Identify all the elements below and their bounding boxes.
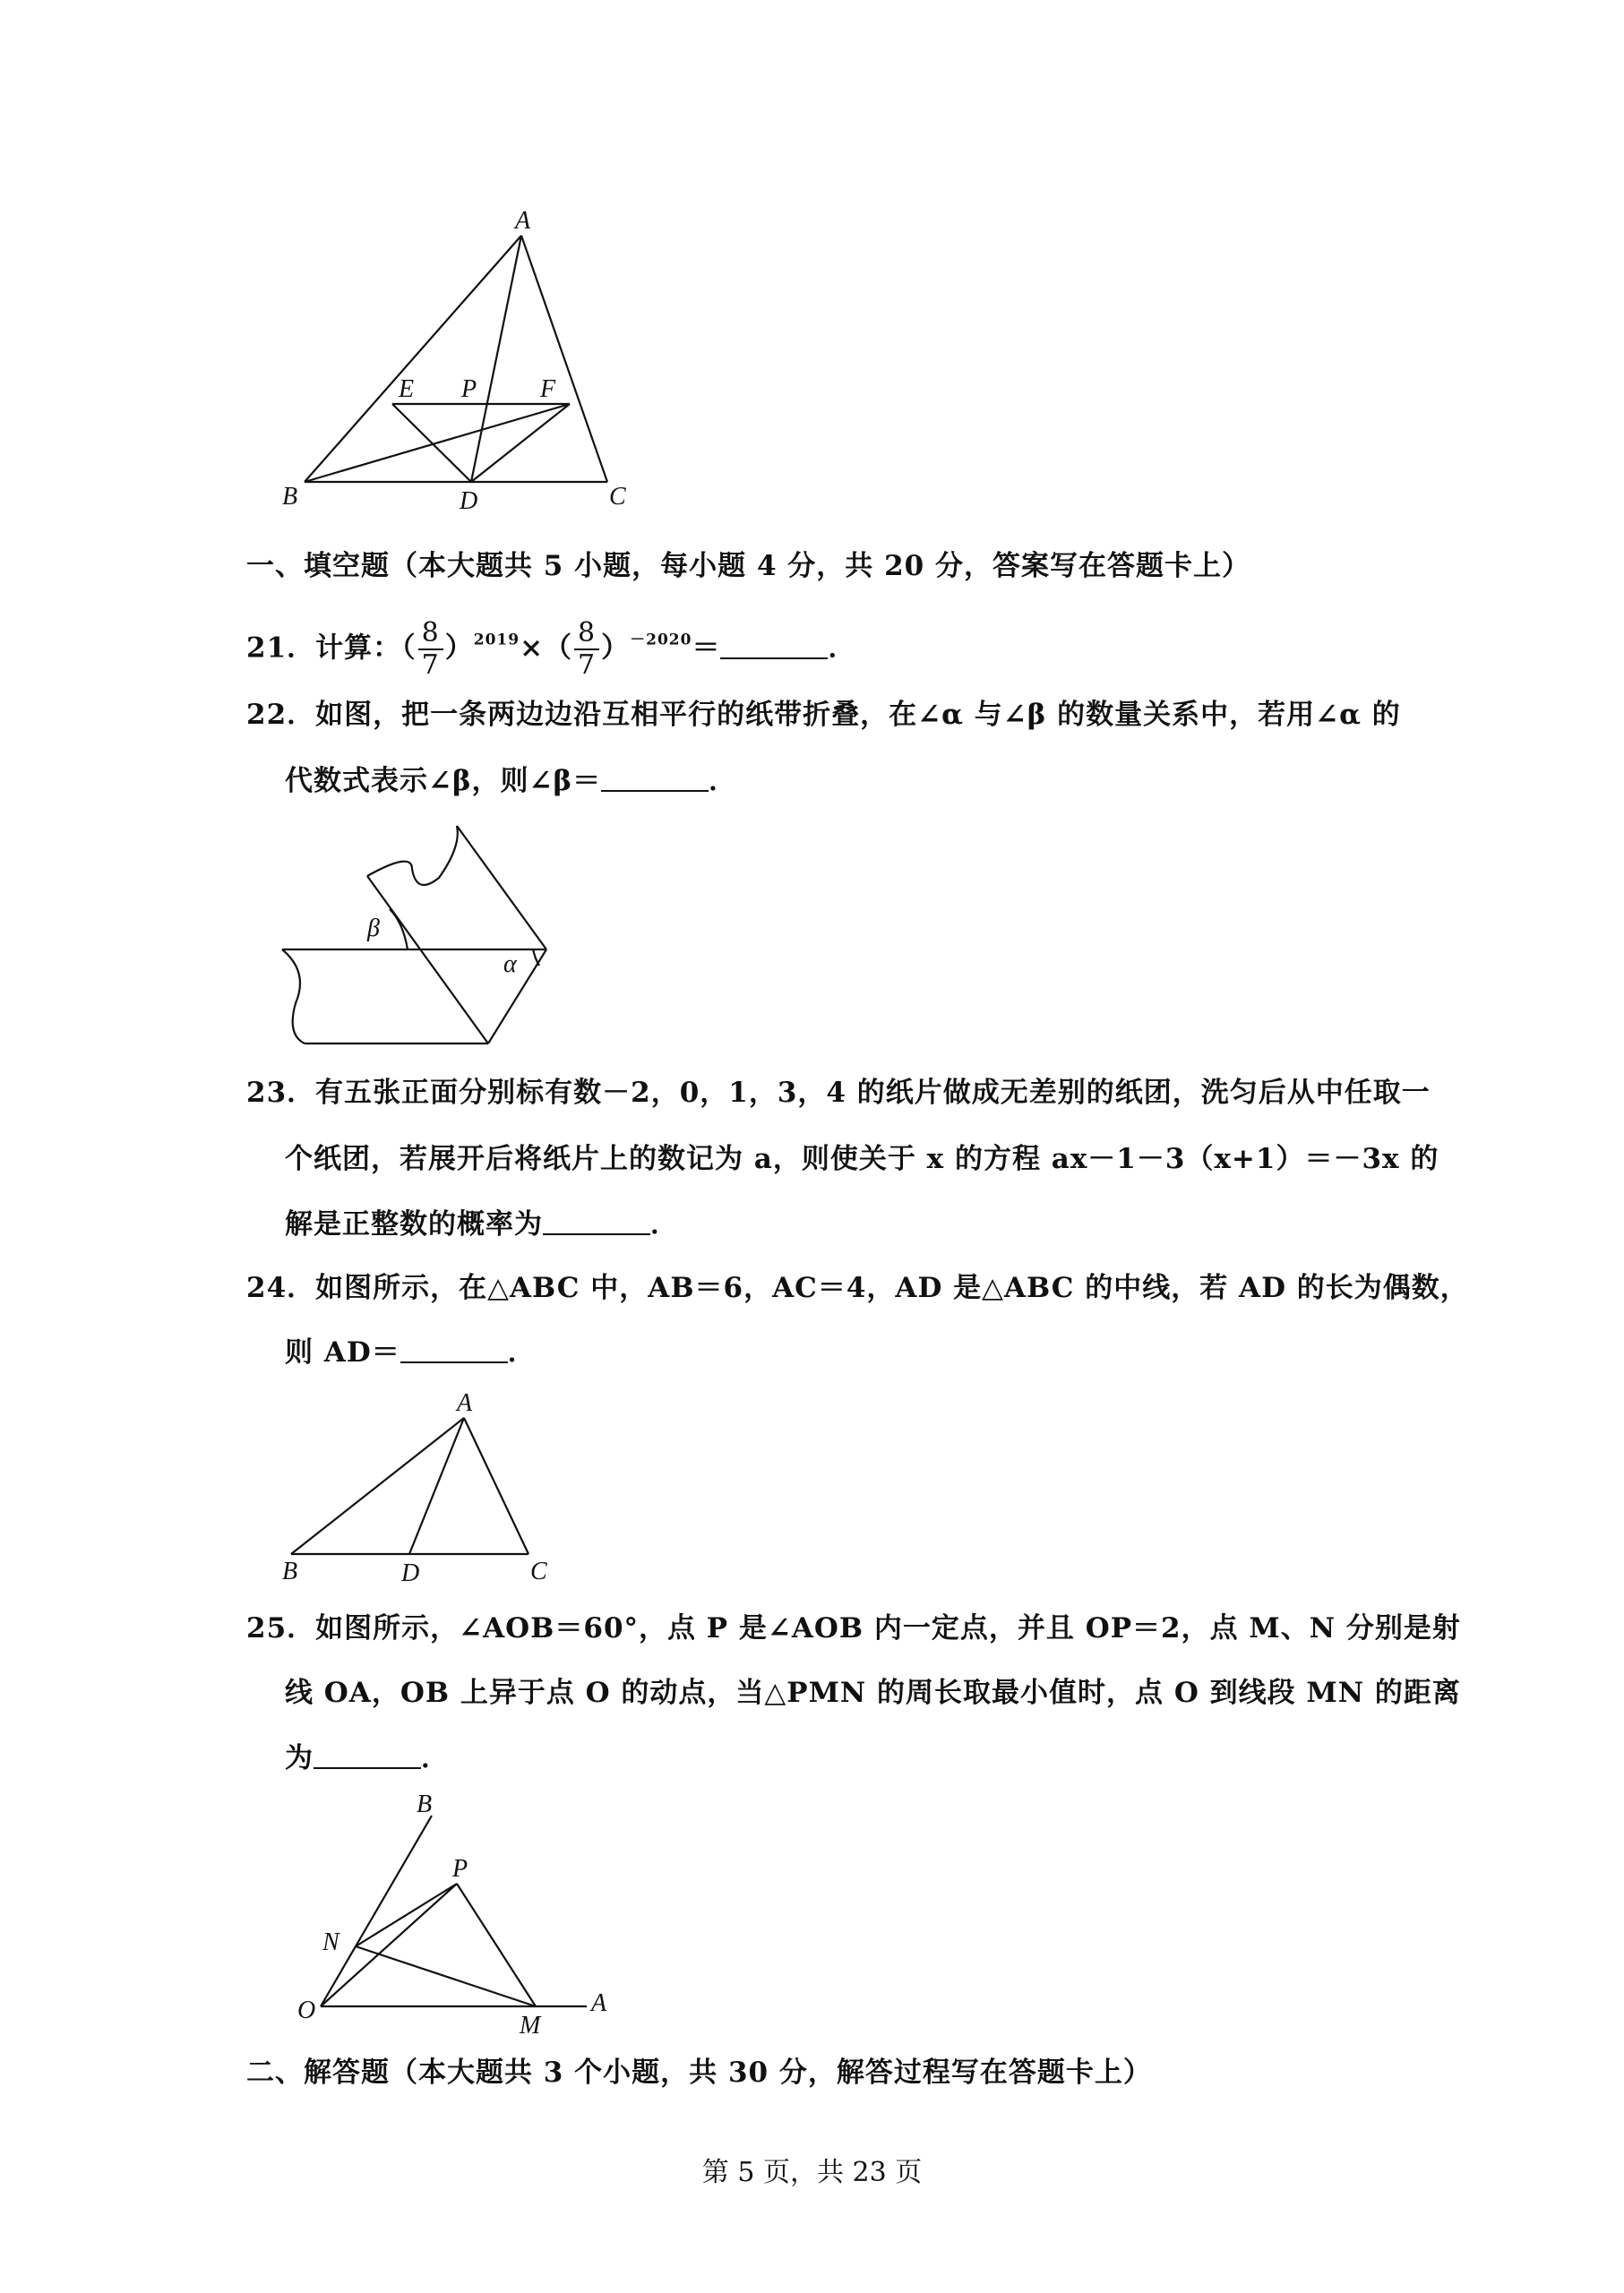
q21-answer-blank — [720, 632, 828, 659]
figure-triangle-median — [269, 1384, 573, 1590]
label-b: B — [282, 1558, 298, 1585]
label-d: D — [401, 1559, 420, 1587]
q25-answer-blank — [314, 1742, 421, 1769]
label-alpha: α — [503, 950, 517, 978]
q22-line2 — [285, 763, 737, 799]
label-b: B — [417, 1791, 433, 1818]
figure-paper-strip — [269, 815, 573, 1057]
q21-fraction-2: $\frac{8}{7}$ — [574, 618, 599, 681]
label-c: C — [530, 1558, 547, 1585]
q21-number: 21． — [246, 631, 316, 665]
page-footer: 第 5 页，共 23 页 — [701, 2157, 923, 2188]
label-p: P — [452, 1855, 468, 1883]
q21-fraction-1: $\frac{8}{7}$ — [418, 618, 443, 681]
label-beta: β — [367, 915, 380, 942]
question-21: 21．计算：（ $\frac{8}{7}$ ）$^{2019}$×（ $\frac{8}{7}$ ）$^{-2020}$＝ ． — [246, 617, 857, 681]
label-b: B — [282, 483, 298, 511]
q25-text: 为 — [285, 1742, 314, 1774]
q21-period: ． — [828, 631, 857, 665]
label-o: O — [297, 1997, 316, 2024]
label-d: D — [460, 487, 478, 515]
section1-heading: 一、填空题（本大题共 5 小题，每小题 4 分，共 20 分，答案写在答题卡上） — [246, 550, 1251, 582]
label-m: M — [520, 2012, 541, 2040]
q22-line1: 22．如图，把一条两边边沿互相平行的纸带折叠，在∠α 与∠β 的数量关系中，若用∠α 的 — [246, 699, 1401, 731]
q21-label: 计算： — [315, 631, 402, 665]
section2-heading: 二、解答题（本大题共 3 个小题，共 30 分，解答过程写在答题卡上） — [246, 2057, 1152, 2089]
label-n: N — [322, 1928, 339, 1956]
q25-line1: 25．如图所示，∠AOB＝60°，点 P 是∠AOB 内一定点，并且 OP＝2，点 M、N 分别是射 — [246, 1612, 1461, 1645]
q21-times: × — [520, 631, 545, 665]
q21-equals: ＝ — [692, 631, 721, 665]
q24-line2 — [285, 1335, 537, 1370]
q23-line2: 个纸团，若展开后将纸片上的数记为 a，则使关于 x 的方程 ax－1－3（x+1）＝－3x 的 — [285, 1143, 1439, 1175]
label-a: A — [591, 1989, 607, 2017]
q25-line2: 线 OA，OB 上异于点 O 的动点，当△PMN 的周长取最小值时，点 O 到线段 MN 的距离 — [285, 1677, 1461, 1709]
label-p: P — [461, 375, 477, 403]
q23-line3 — [285, 1207, 679, 1242]
q24-period: ． — [507, 1336, 537, 1369]
q23-period: ． — [650, 1208, 679, 1241]
label-e: E — [399, 375, 415, 403]
q24-text: 则 AD＝ — [285, 1336, 400, 1369]
label-c: C — [609, 483, 626, 511]
q25-line3 — [285, 1740, 450, 1776]
q22-period: ． — [709, 765, 738, 797]
q21-exponent-1: 2019 — [473, 631, 520, 649]
figure-triangle-efp — [269, 206, 645, 520]
q23-answer-blank — [543, 1208, 650, 1235]
label-a: A — [515, 207, 531, 235]
q22-answer-blank — [601, 765, 709, 792]
q22-text: 代数式表示∠β，则∠β＝ — [285, 765, 602, 797]
q23-line1: 23．有五张正面分别标有数－2，0，1，3，4 的纸片做成无差别的纸团，洗匀后从中任取一 — [246, 1077, 1431, 1109]
figure-angle-aob — [269, 1787, 645, 2047]
q24-answer-blank — [400, 1336, 508, 1363]
q23-text: 解是正整数的概率为 — [285, 1208, 543, 1241]
q25-period: ． — [421, 1742, 450, 1774]
label-f: F — [540, 375, 556, 403]
q21-exponent-2: －2020 — [630, 631, 692, 649]
q24-line1: 24．如图所示，在△ABC 中，AB＝6，AC＝4，AD 是△ABC 的中线，若 AD 的长为偶数， — [246, 1272, 1469, 1304]
label-a: A — [457, 1389, 473, 1417]
